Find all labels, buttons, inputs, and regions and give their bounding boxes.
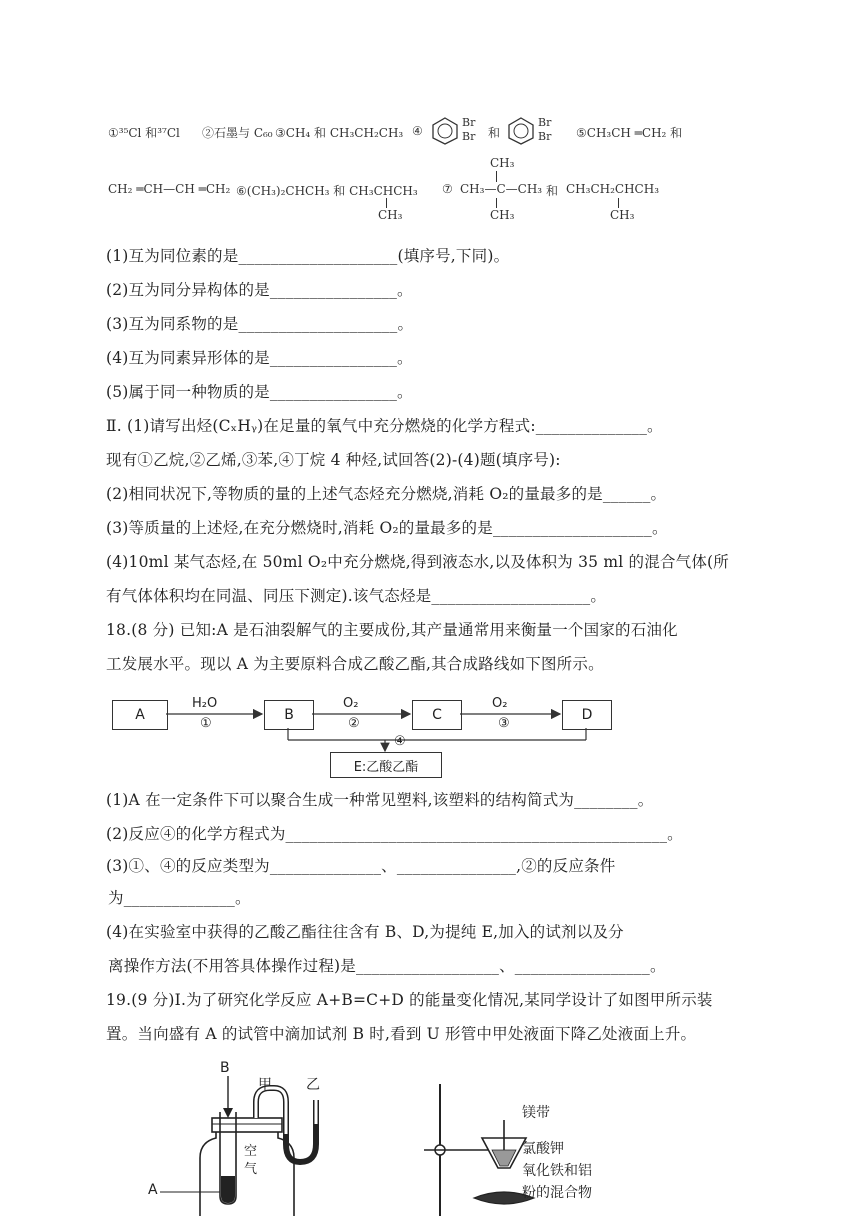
box-c: C — [412, 700, 462, 730]
question-1: (1)互为同位素的是____________________(填序号,下同)。 — [106, 247, 510, 265]
q19-line-2: 置。当向盛有 A 的试管中滴加试剂 B 时,看到 U 形管中甲处液面下降乙处液面上升。 — [106, 1025, 697, 1043]
formula-item-7-prefix: ⑦ — [442, 182, 453, 196]
step-3-label: ③ — [498, 716, 510, 731]
formula-item-2: ②石墨与 C₆₀ — [202, 126, 273, 140]
q18-sub-2: (2)反应④的化学方程式为________________________________________________。 — [106, 825, 683, 843]
question-3: (3)互为同系物的是____________________。 — [106, 315, 414, 333]
formula-item-5: ⑤CH₃CH ═CH₂ 和 — [576, 126, 683, 140]
box-d: D — [562, 700, 612, 730]
q18-line-1: 18.(8 分) 已知:A 是石油裂解气的主要成份,其产量通常用来衡量一个国家的石油化 — [106, 621, 678, 639]
formula-item-7-main: CH₃—C—CH₃ — [460, 182, 543, 196]
formula-item-6-branch: CH₃ — [378, 208, 403, 222]
question-5: (5)属于同一种物质的是________________。 — [106, 383, 413, 401]
formula-item-7-right: CH₃CH₂CHCH₃ — [566, 182, 660, 196]
o2-label-2: O₂ — [492, 696, 508, 711]
label-yi: 乙 — [306, 1077, 320, 1093]
q18-sub-1: (1)A 在一定条件下可以聚合生成一种常见塑料,该塑料的结构简式为________。 — [106, 791, 654, 809]
formula-item-3: ③CH₄ 和 CH₃CH₂CH₃ — [275, 126, 404, 140]
part2-question-2: (2)相同状况下,等物质的量的上述气态烃充分燃烧,消耗 O₂的量最多的是______。 — [106, 485, 667, 503]
formula-item-5b: CH₂ ═CH—CH ═CH₂ — [108, 182, 231, 196]
label-air-2: 气 — [244, 1162, 258, 1177]
formula-item-1: ①³⁵Cl 和³⁷Cl — [108, 126, 180, 140]
part2-question-4b: 有气体体积均在同温、同压下测定).该气态烃是____________________。 — [106, 587, 607, 605]
formula-item-7-right-branch: CH₃ — [610, 208, 635, 222]
label-potassium-chlorate: 氯酸钾 — [522, 1141, 564, 1157]
q18-sub-4b: 离操作方法(不用答具体操作过程)是__________________、_________________。 — [108, 957, 666, 975]
part2-question-3: (3)等质量的上述烃,在充分燃烧时,消耗 O₂的量最多的是____________________。 — [106, 519, 668, 537]
label-mixture: 粉的混合物 — [522, 1185, 592, 1201]
label-iron-oxide-aluminum: 氧化铁和铝 — [522, 1163, 592, 1179]
br-label: Br — [462, 116, 476, 129]
part2-intro: 现有①乙烷,②乙烯,③苯,④丁烷 4 种烃,试回答(2)-(4)题(填序号): — [106, 451, 561, 469]
part2-question-4a: (4)10ml 某气态烃,在 50ml O₂中充分燃烧,得到液态水,以及体积为 35 ml 的混合气体(所 — [106, 553, 730, 571]
q18-line-2: 工发展水平。现以 A 为主要原料合成乙酸乙酯,其合成路线如下图所示。 — [106, 655, 604, 673]
label-air-1: 空 — [244, 1144, 258, 1159]
u-tube-apparatus-drawing — [140, 1058, 360, 1216]
br-label: Br — [538, 116, 552, 129]
h2o-label: H₂O — [192, 696, 218, 711]
box-b: B — [264, 700, 314, 730]
q18-sub-3b: 为______________。 — [108, 889, 251, 907]
part2-question-1: Ⅱ. (1)请写出烃(CₓHᵧ)在足量的氧气中充分燃烧的化学方程式:______________。 — [106, 417, 663, 435]
formula-item-7-bottom: CH₃ — [490, 208, 515, 222]
label-a: A — [148, 1182, 158, 1198]
box-a: A — [112, 700, 168, 730]
br-label: Br — [538, 130, 552, 143]
box-e: E:乙酸乙酯 — [330, 752, 442, 778]
label-jia: 甲 — [258, 1077, 272, 1093]
question-2: (2)互为同分异构体的是________________。 — [106, 281, 413, 299]
and-label: 和 — [546, 184, 559, 198]
step-4-label: ④ — [394, 734, 406, 749]
q19-line-1: 19.(9 分)I.为了研究化学反应 A+B=C+D 的能量变化情况,某同学设计了如图甲所示装 — [106, 991, 713, 1009]
br-label: Br — [462, 130, 476, 143]
formula-item-6: ⑥(CH₃)₂CHCH₃ 和 CH₃CHCH₃ — [236, 184, 418, 198]
and-label: 和 — [488, 126, 501, 140]
step-2-label: ② — [348, 716, 360, 731]
label-magnesium-ribbon: 镁带 — [522, 1105, 550, 1121]
q18-sub-3a: (3)①、④的反应类型为______________、_______________,②的反应条件 — [106, 857, 616, 875]
q18-sub-4a: (4)在实验室中获得的乙酸乙酯往往含有 B、D,为提纯 E,加入的试剂以及分 — [106, 923, 624, 941]
label-b: B — [220, 1060, 230, 1076]
step-1-label: ① — [200, 716, 212, 731]
formula-item-4-prefix: ④ — [412, 124, 423, 138]
o2-label-1: O₂ — [343, 696, 359, 711]
question-4: (4)互为同素异形体的是________________。 — [106, 349, 413, 367]
formula-item-7-top: CH₃ — [490, 156, 515, 170]
